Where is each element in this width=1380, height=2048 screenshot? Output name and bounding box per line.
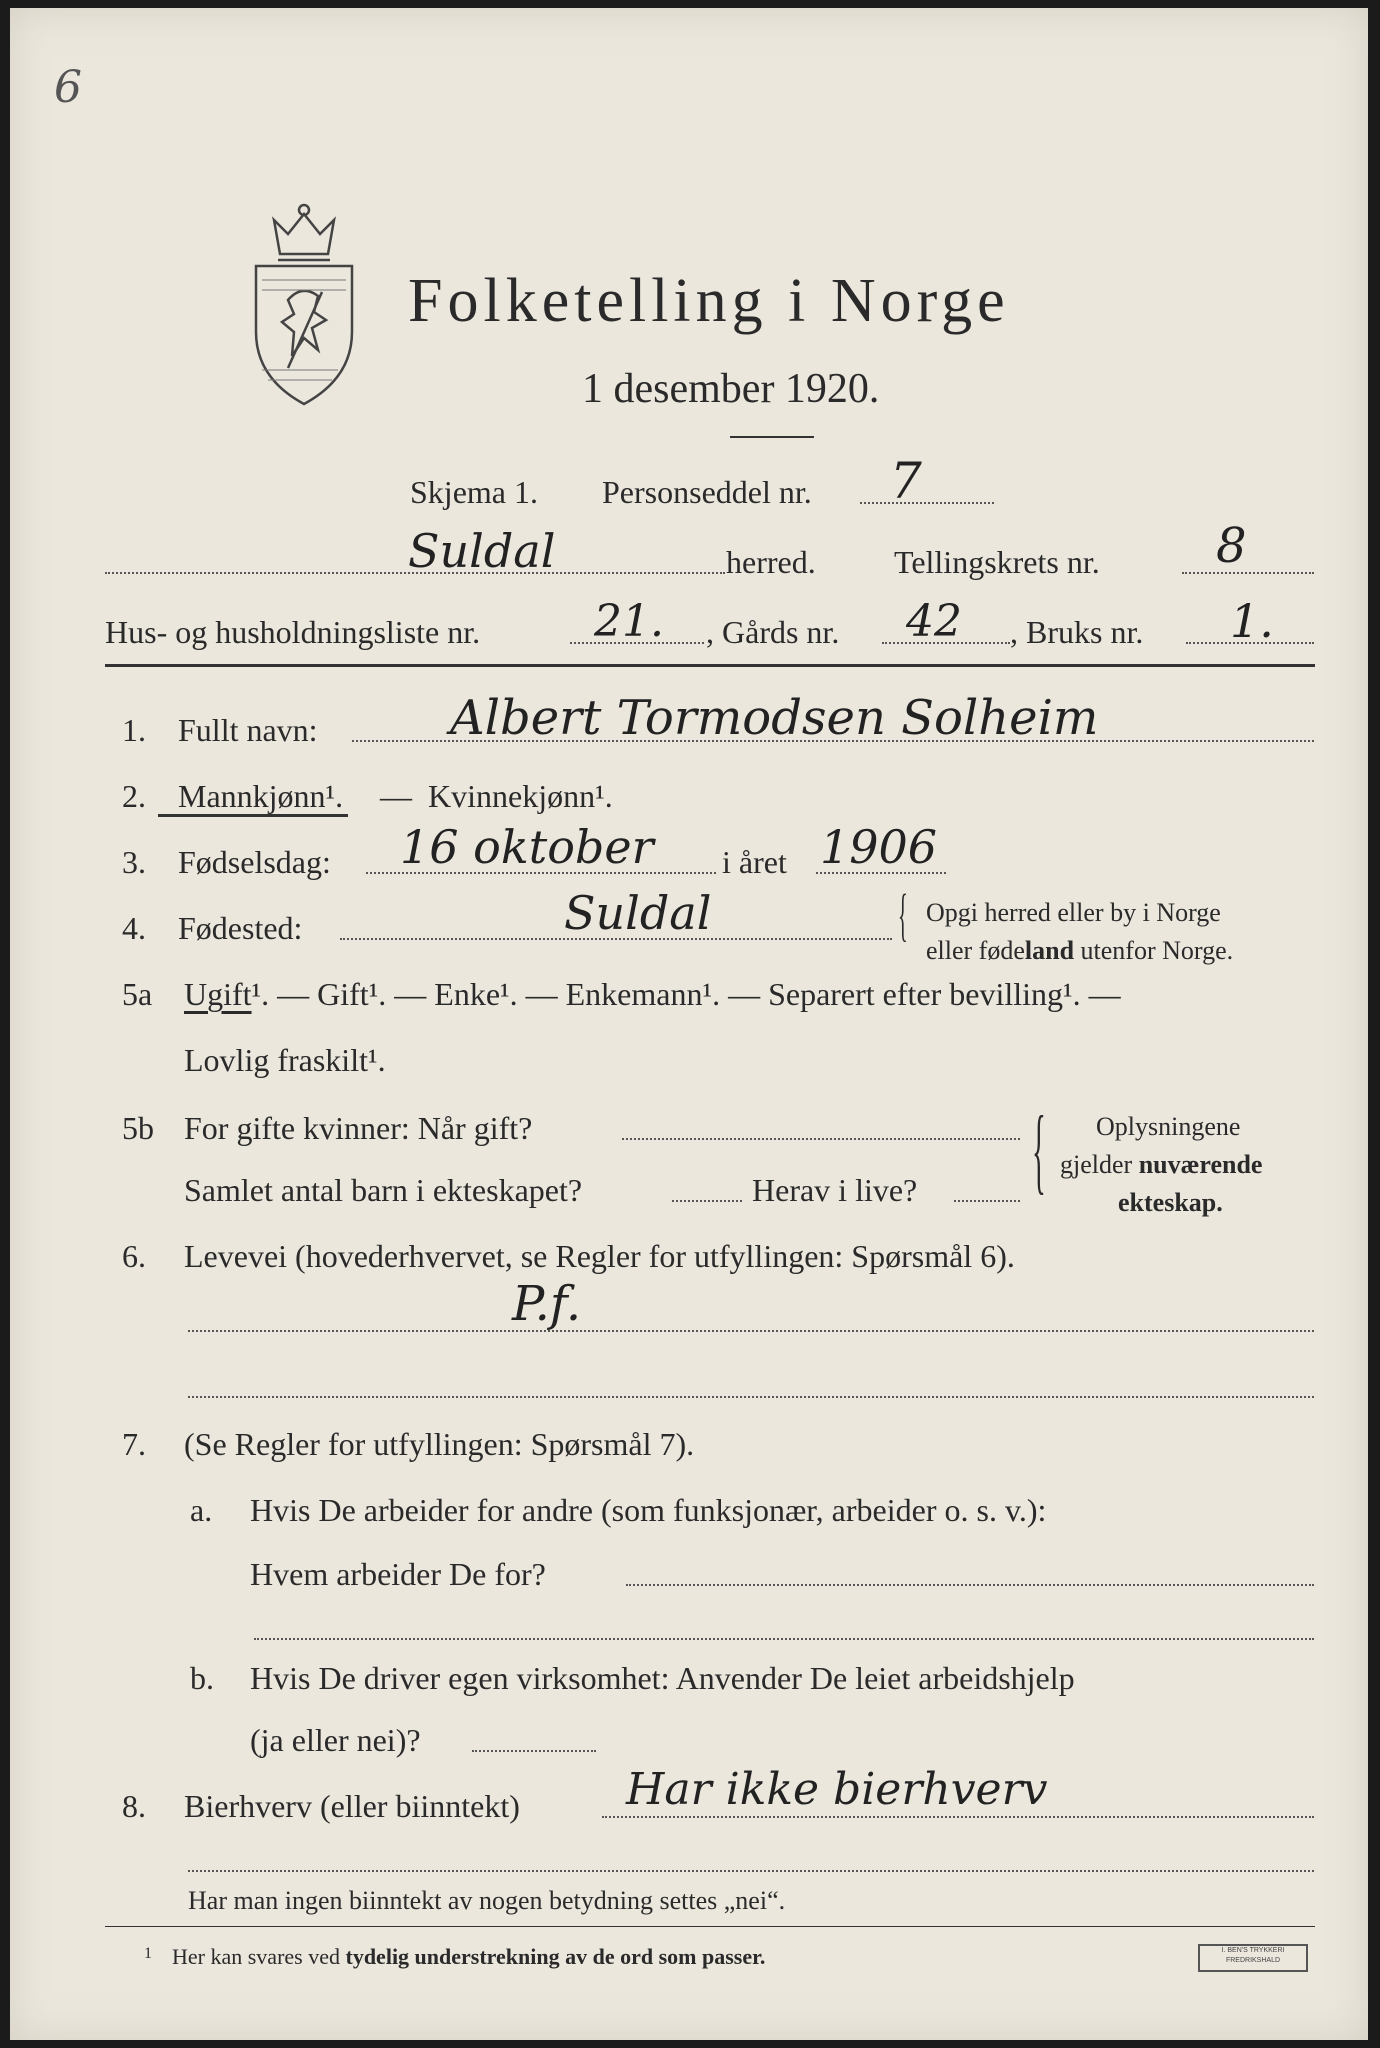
q5a-ugift-option: Ugift: [184, 976, 252, 1012]
q6-number: 6.: [122, 1238, 146, 1274]
q5b-children-field-line: [672, 1200, 742, 1202]
q7-label: (Se Regler for utfyllingen: Spørsmål 7).: [184, 1426, 695, 1462]
q7a-field-line: [626, 1584, 1314, 1586]
footnote-marker: 1: [144, 1945, 152, 1962]
tellingskrets-value: 8: [1216, 518, 1247, 574]
q2-separator: —: [380, 778, 412, 814]
form-date: 1 desember 1920.: [582, 366, 880, 412]
q7b-label: Hvis De driver egen virksomhet: Anvender De leiet arbeidshjelp: [250, 1660, 1075, 1696]
gards-label: , Gårds nr.: [706, 614, 840, 650]
q4-value: Suldal: [564, 886, 712, 940]
q5a-options: Ugift¹. — Gift¹. — Enke¹. — Enkemann¹. — Separert efter bevilling¹. —: [184, 976, 1121, 1012]
skjema-label: Skjema 1.: [410, 474, 538, 510]
q5b-alive-field-line: [954, 1200, 1020, 1202]
q8-extra-line: [188, 1870, 1314, 1872]
q4-number: 4.: [122, 910, 146, 946]
q3-label: Fødselsdag:: [178, 844, 331, 880]
q8-value: Har ikke bierhverv: [626, 1764, 1048, 1815]
q5b-label-children: Samlet antal barn i ekteskapet?: [184, 1172, 583, 1208]
q5a-line2: Lovlig fraskilt¹.: [184, 1042, 386, 1078]
herred-value: Suldal: [408, 524, 556, 578]
q3-year-value: 1906: [820, 820, 938, 874]
q5b-label-alive: Herav i live?: [752, 1172, 918, 1208]
q7a-label2: Hvem arbeider De for?: [250, 1556, 546, 1592]
q8-number: 8.: [122, 1788, 146, 1824]
q1-number: 1.: [122, 712, 146, 748]
q6-field-line: [188, 1330, 1314, 1332]
q3-value: 16 oktober: [400, 820, 654, 874]
q7a-letter: a.: [190, 1492, 213, 1528]
title-divider: [730, 436, 814, 438]
q6-value: P.f.: [512, 1276, 582, 1332]
q2-male-underline: [158, 814, 348, 817]
bruks-value: 1.: [1230, 594, 1274, 648]
q5a-number: 5a: [122, 976, 153, 1012]
q2-male-option: Mannkjønn¹.: [178, 778, 344, 814]
q4-note-line1: Opgi herred eller by i Norge: [926, 898, 1221, 927]
q8-field-line: [602, 1816, 1314, 1818]
q7a-label: Hvis De arbeider for andre (som funksjonær, arbeider o. s. v.):: [250, 1492, 1047, 1528]
margin-note: 6: [54, 62, 82, 113]
q5b-number: 5b: [122, 1110, 154, 1146]
q7b-label2: (ja eller nei)?: [250, 1722, 421, 1758]
bruks-label: , Bruks nr.: [1010, 614, 1144, 650]
personseddel-label: Personseddel nr.: [602, 474, 812, 510]
q8-label: Bierhverv (eller biinntekt): [184, 1788, 520, 1824]
q7-number: 7.: [122, 1426, 146, 1462]
q5b-brace: {: [1032, 1096, 1046, 1203]
printer-mark: I. BEN'S TRYKKERI FREDRIKSHALD: [1198, 1944, 1308, 1972]
q7b-letter: b.: [190, 1660, 214, 1696]
tellingskrets-field-line: [1182, 572, 1314, 574]
q7b-field-line: [472, 1750, 596, 1752]
census-form-sheet: [10, 8, 1368, 2040]
q1-label: Fullt navn:: [178, 712, 318, 748]
q5b-note-line1: Oplysningene: [1096, 1112, 1241, 1141]
q3-number: 3.: [122, 844, 146, 880]
header-separator: [105, 664, 1315, 667]
hus-label: Hus- og husholdningsliste nr.: [105, 614, 481, 650]
hus-value: 21.: [594, 596, 664, 647]
q4-brace: {: [898, 882, 908, 947]
q2-number: 2.: [122, 778, 146, 814]
q4-note-line2: eller fødeland utenfor Norge.: [926, 936, 1234, 965]
q5b-label-when: For gifte kvinner: Når gift?: [184, 1110, 533, 1146]
q1-value: Albert Tormodsen Solheim: [450, 690, 1099, 746]
q4-label: Fødested:: [178, 910, 303, 946]
tellingskrets-label: Tellingskrets nr.: [894, 544, 1100, 580]
gards-value: 42: [906, 596, 962, 647]
personseddel-value: 7: [890, 452, 922, 510]
herred-label: herred.: [726, 544, 816, 580]
personseddel-field-line: [860, 502, 994, 504]
form-title: Folketelling i Norge: [408, 267, 1010, 335]
footer-separator: [105, 1926, 1315, 1927]
q6-extra-line: [188, 1396, 1314, 1398]
q5b-note-line3: ekteskap.: [1118, 1188, 1223, 1217]
footnote-text: Her kan svares ved tydelig understrekning av de ord som passer.: [172, 1944, 766, 1969]
q2-female-option: Kvinnekjønn¹.: [428, 778, 613, 814]
q5b-when-field-line: [622, 1138, 1020, 1140]
q5b-note-line2: gjelder nuværende: [1060, 1150, 1263, 1179]
q6-label: Levevei (hovederhvervet, se Regler for utfyllingen: Spørsmål 6).: [184, 1238, 1015, 1274]
norway-coat-of-arms-icon: [248, 200, 360, 410]
q7a-extra-line: [254, 1638, 1314, 1640]
q3-year-label: i året: [722, 844, 787, 880]
q8-note: Har man ingen biinntekt av nogen betydning settes „nei“.: [188, 1886, 786, 1915]
